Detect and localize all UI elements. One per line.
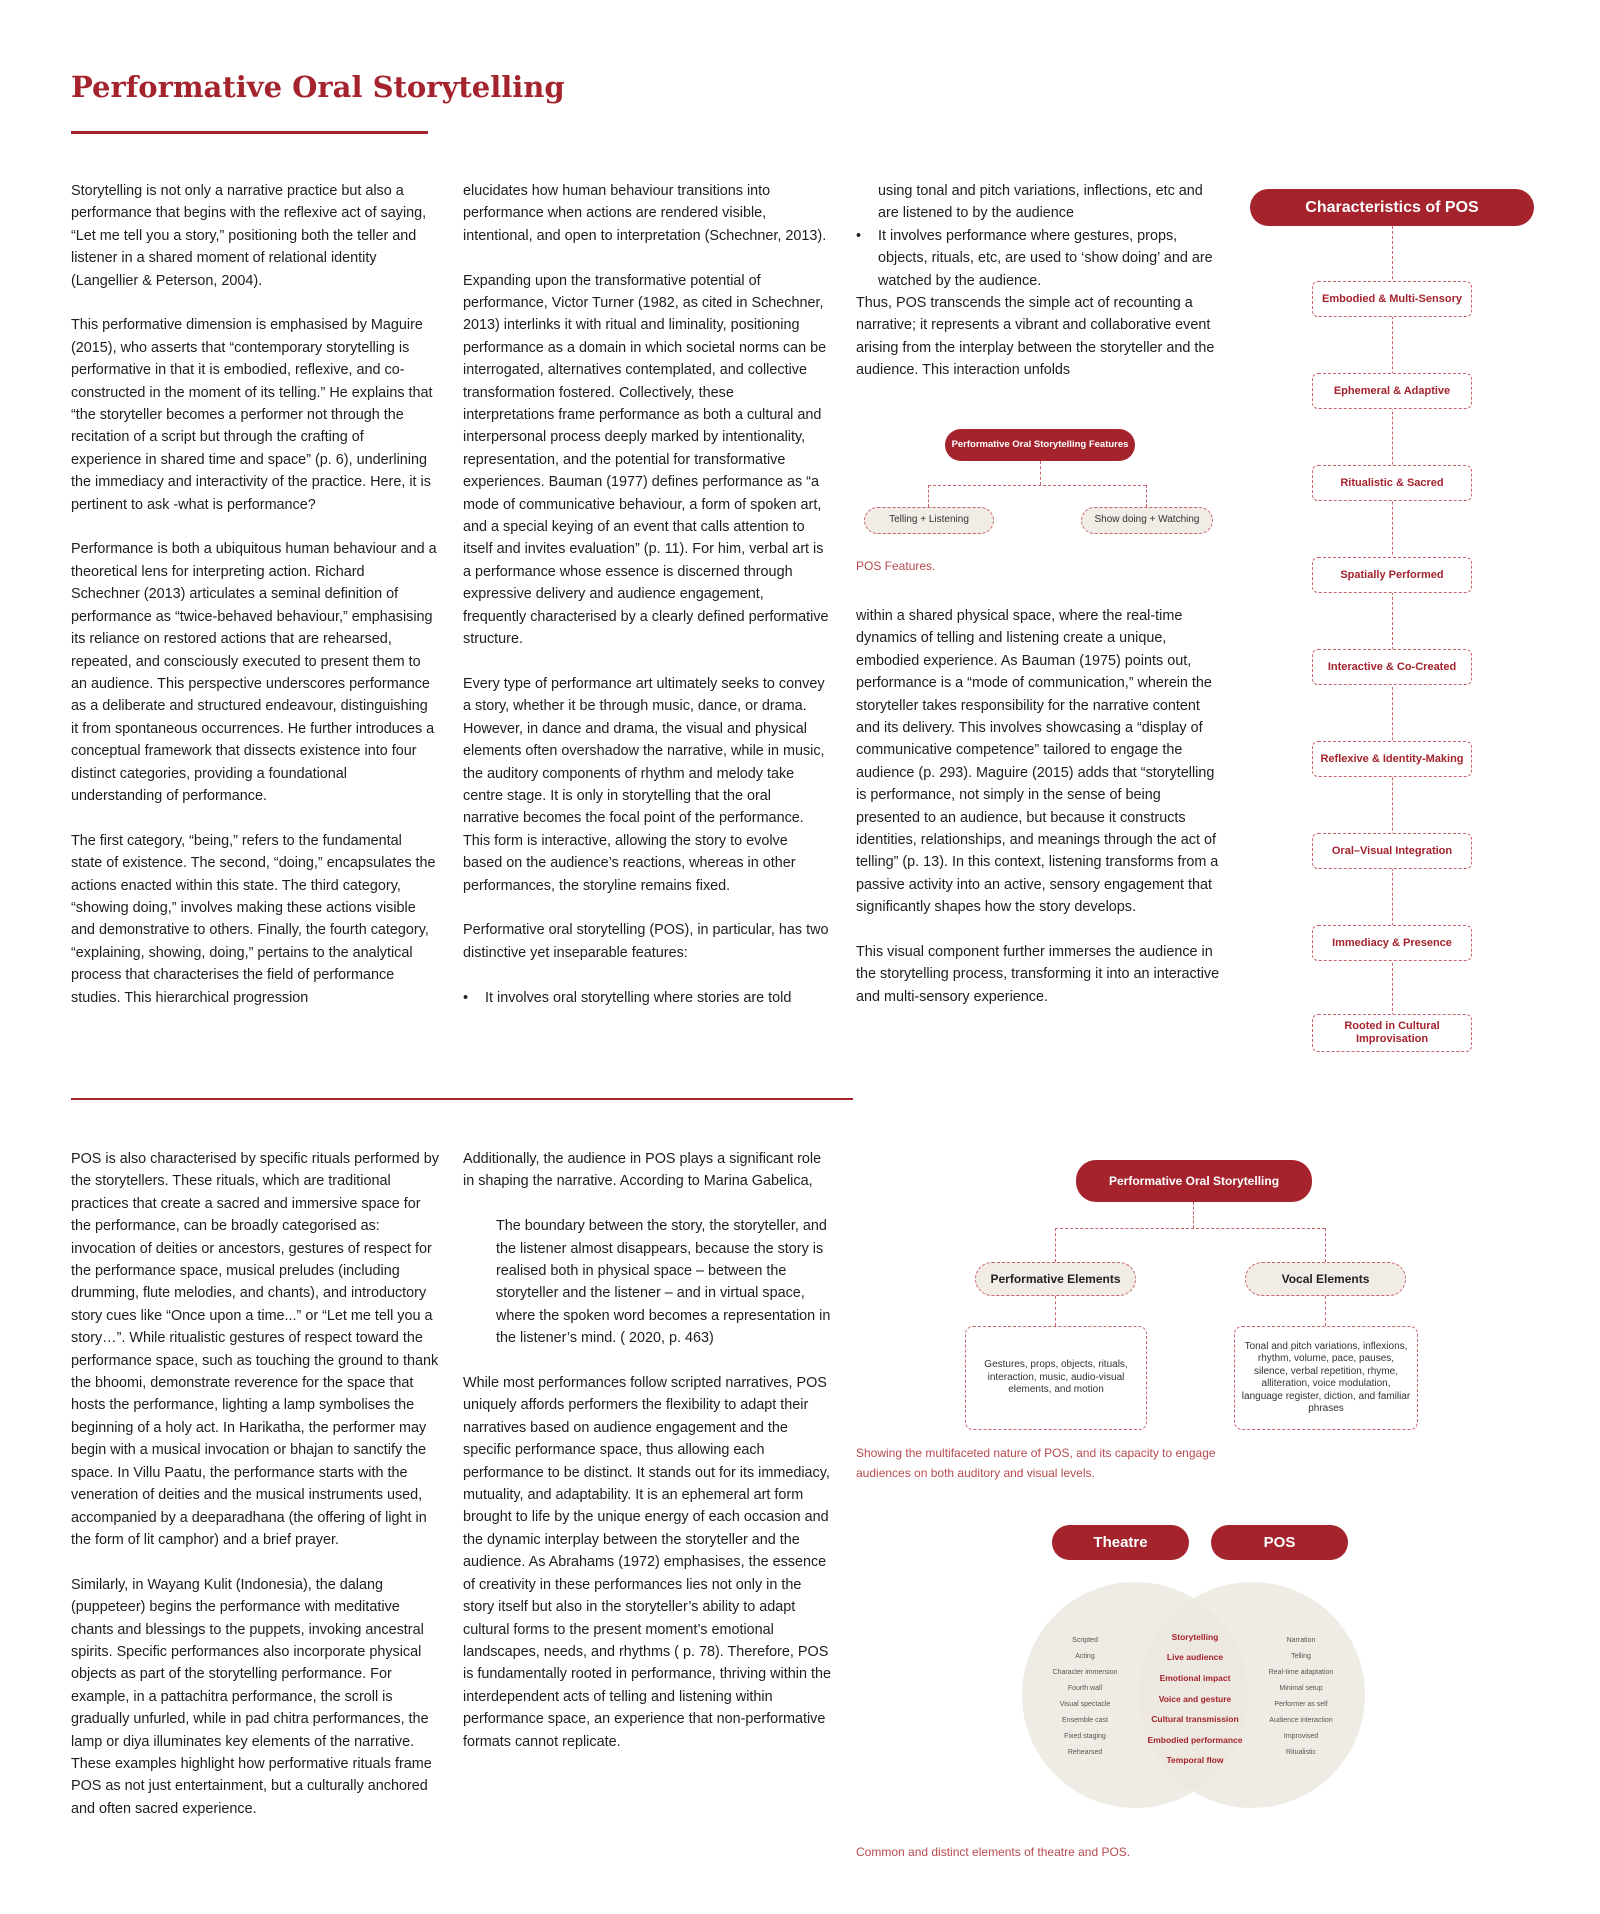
characteristic-item: Oral–Visual Integration — [1312, 833, 1472, 869]
features-left-node: Telling + Listening — [864, 507, 994, 534]
connector — [1325, 1296, 1326, 1326]
theatre-item: Visual spectacle — [1059, 1701, 1111, 1708]
connector — [1055, 1228, 1056, 1262]
connector — [1055, 1296, 1056, 1326]
paragraph: within a shared physical space, where the real-time dynamics of telling and listening create a unique, embodied experience. As Bauman (1975) points out, performance is a “mode of communication,” wherein the storyteller takes responsibility for the narrative content and its delivery. This involves showcasing a “display of communicative competence” tailored to engage the audience (p. 293). Maguire (2015) adds that “storytelling is performance, not simply in the sense of being presented to an audience, but because it constructs identities, relationships, and meanings through the act of telling” (p. 13). In this context, listening transforms from a passive activity into an active, sensory engagement that significantly shapes how the story develops. — [856, 608, 1219, 916]
connector — [1146, 485, 1147, 507]
venn-caption: Common and distinct elements of theatre and POS. — [856, 1845, 1131, 1859]
characteristic-item: Spatially Performed — [1312, 557, 1472, 593]
features-caption: POS Features. — [856, 559, 936, 573]
shared-item: Live audience — [1166, 1652, 1224, 1662]
text-column-3-top — [856, 180, 1224, 382]
pos-item: Telling — [1291, 1653, 1311, 1660]
connector — [1392, 226, 1393, 1046]
shared-item: Storytelling — [1171, 1632, 1219, 1642]
paragraph: POS is also characterised by specific rituals performed by the storytellers. These rituals, which are traditional practices that create a sacred and immersive space for the performance, can be broadly categorised as: invocation of deities or ancestors, gestures of respect for the performance space, musical preludes (including drumming, flute melodies, and chants), and introductory story cues like “Once upon a time...” or “Let me tell you a story…”. While ritualistic gestures of respect toward the performance space, such as touching the ground to thank the bhoomi, demonstrate reverence for the space that hosts the performance, lighting a lamp symbolises the beginning of a holy act. In Harikatha, the performer may begin with a musical invocation or bhajan to sanctify the space. In Villu Paatu, the performance starts with the veneration of deities and the musical instruments used, accompanied by a deeparadhana (the offering of light in the form of lit camphor) and a brief prayer. — [71, 1151, 439, 1548]
list-item: • It involves oral storytelling where stories are told — [463, 987, 829, 1009]
block-quote: The boundary between the story, the storyteller, and the listener almost disappears, because the story is realised both in physical space – between the storyteller and the listener – and in virtual space, where the spoken word becomes a representation in the listener’s mind. ( 2020, p. 463) — [496, 1218, 831, 1347]
list-item: • It involves performance where gestures, props, objects, rituals, etc, are used to ‘show doing’ and are watched by the audience. — [856, 225, 1224, 292]
paragraph: Every type of performance art ultimately seeks to convey a story, whether it be through music, dance, or drama. However, in dance and drama, the visual and physical elements often overshadow the narrative, while in music, the auditory components of rhythm and melody take centre stage. It is only in storytelling that the oral narrative becomes the focal point of the performance. This form is interactive, allowing the story to evolve based on the audience’s reactions, whereas in other performances, the storyline remains fixed. — [463, 675, 825, 894]
page-title: Performative Oral Storytelling — [71, 70, 565, 104]
connector — [1193, 1202, 1194, 1228]
paragraph: elucidates how human behaviour transitions into performance when actions are rendered visible, intentional, and open to interpretation (Schechner, 2013). — [463, 183, 827, 244]
connector — [928, 485, 929, 507]
shared-item: Voice and gesture — [1158, 1694, 1232, 1704]
connector — [1325, 1228, 1326, 1262]
section-divider — [71, 1098, 853, 1100]
performative-elements-desc: Gestures, props, objects, rituals, interaction, music, audio-visual elements, and motion — [965, 1326, 1147, 1430]
paragraph: Performative oral storytelling (POS), in particular, has two distinctive yet inseparable features: — [463, 922, 829, 961]
feature-list — [856, 225, 1224, 292]
paragraph: Storytelling is not only a narrative practice but also a performance that begins with the reflexive act of saying, “Let me tell you a story,” positioning both the teller and listener in a shared moment of relational identity (Langellier & Peterson, 2004). — [71, 183, 427, 289]
connector — [1040, 461, 1041, 485]
features-root-node: Performative Oral Storytelling Features — [945, 429, 1135, 461]
paragraph: While most performances follow scripted narratives, POS uniquely affords performers the flexibility to adapt their narratives based on audience engagement and the specific performance space, thus allowing each performance to be distinct. It stands out for its immediacy, mutuality, and adaptability. It is an ephemeral art form brought to life by the unique energy of each occasion and the dynamic interplay between the storyteller and the audience. As Abrahams (1972) emphasises, the essence of creativity in these performances lies not only in the story itself but also in the storyteller’s ability to adapt cultural forms to the present moment’s emotional landscapes, needs, and rhythms ( p. 78). Therefore, POS is fundamentally rooted in performance, thriving within the interdependent acts of telling and listening within performance space, an experience that non-performative formats cannot replicate. — [463, 1375, 831, 1750]
title-underline — [71, 131, 428, 134]
theatre-item: Fixed staging — [1064, 1733, 1106, 1740]
paragraph: Performance is both a ubiquitous human behaviour and a theoretical lens for interpreting action. Richard Schechner (2013) articulates a seminal definition of performance as “twice-behaved behaviour,” emphasising its reliance on restored actions that are rehearsed, repeated, and consciously executed to present them to an audience. This perspective underscores performance as a deliberate and structured endeavour, distinguishing it from spontaneous occurrences. He further introduces a conceptual framework that dissects existence into four distinct categories, providing a foundational understanding of performance. — [71, 541, 437, 804]
vocal-elements-desc: Tonal and pitch variations, inflexions, rhythm, volume, pace, pauses, silence, verbal repetition, rhyme, alliteration, voice modulation, language register, diction, and familiar phrases — [1234, 1326, 1418, 1430]
paragraph: Similarly, in Wayang Kulit (Indonesia), the dalang (puppeteer) begins the performance with meditative chants and blessings to the puppets, invoking ancestral spirits. Specific performances also incorporate physical objects as part of the storytelling performance. For example, in a pattachitra performance, the scroll is gradually unfurled, while in pad chitra performances, the lamp or diya illuminates key elements of the narrative. These examples highlight how performative rituals frame POS as not just entertainment, but a culturally anchored and often sacred experience. — [71, 1576, 432, 1817]
vocal-elements-node: Vocal Elements — [1245, 1262, 1406, 1296]
characteristic-item: Rooted in Cultural Improvisation — [1312, 1014, 1472, 1052]
feature-list — [463, 987, 829, 1009]
paragraph: Thus, POS transcends the simple act of recounting a narrative; it represents a vibrant and collaborative event arising from the interplay between the storyteller and the audience. This interaction unfolds — [856, 295, 1215, 379]
theatre-item: Fourth wall — [1067, 1685, 1103, 1692]
characteristic-item: Embodied & Multi-Sensory — [1312, 281, 1472, 317]
text-column-4 — [71, 1148, 441, 1820]
paragraph: This visual component further immerses the audience in the storytelling process, transforming it into an interactive and multi-sensory experience. — [856, 944, 1220, 1005]
theatre-item: Ensemble cast — [1062, 1717, 1108, 1724]
shared-item: Temporal flow — [1166, 1755, 1224, 1765]
paragraph: The first category, “being,” refers to the fundamental state of existence. The second, “doing,” encapsulates the actions enacted within this state. The third category, “showing doing,” involves making these actions visible and demonstrative to others. Finally, the fourth category, “explaining, showing, doing,” pertains to the analytical process that characterises the field of performance studies. This hierarchical progression — [71, 832, 436, 1006]
paragraph: Additionally, the audience in POS plays a significant role in shaping the narrative. According to Marina Gabelica, — [463, 1151, 822, 1190]
pos-item: Ritualistic — [1286, 1749, 1316, 1756]
elements-caption: Showing the multifaceted nature of POS, and its capacity to engage audiences on both auditory and visual levels. — [856, 1446, 1216, 1480]
paragraph: Expanding upon the transformative potential of performance, Victor Turner (1982, as cited in Schechner, 2013) interlinks it with ritual and liminality, positioning performance as a domain in which societal norms can be interrogated, alternatives contemplated, and collective transformation fostered. Collectively, these interpretations frame performance as both a cultural and interpersonal process deeply marked by intentionality, representation, and the potential for transformative experiences. Bauman (1977) defines performance as “a mode of communicative behaviour, a form of spoken art, and a special keying of an event that calls attention to itself and invites evaluation” (p. 11). For him, verbal art is a performance whose essence is discerned through expressive delivery and audience engagement, frequently characterised by a clearly defined performative structure. — [463, 272, 829, 648]
text-column-3-bottom — [856, 605, 1224, 1008]
characteristic-item: Interactive & Co-Created — [1312, 649, 1472, 685]
theatre-item: Character immersion — [1052, 1669, 1118, 1676]
theatre-item: Acting — [1075, 1653, 1095, 1660]
theatre-item: Rehearsed — [1067, 1749, 1103, 1756]
text-column-5 — [463, 1148, 833, 1753]
characteristic-item: Reflexive & Identity-Making — [1312, 741, 1472, 777]
shared-item: Emotional impact — [1159, 1673, 1231, 1683]
theatre-label: Theatre — [1052, 1525, 1189, 1560]
pos-item: Improvised — [1283, 1733, 1319, 1740]
pos-item: Real-time adaptation — [1268, 1669, 1334, 1676]
theatre-item: Scripted — [1072, 1637, 1098, 1644]
text-column-2 — [463, 180, 829, 1009]
characteristics-title: Characteristics of POS — [1250, 189, 1534, 226]
characteristic-item: Ephemeral & Adaptive — [1312, 373, 1472, 409]
features-right-node: Show doing + Watching — [1081, 507, 1213, 534]
pos-item: Performer as self — [1274, 1701, 1328, 1708]
shared-item: Embodied performance — [1147, 1735, 1243, 1745]
paragraph: This performative dimension is emphasised by Maguire (2015), who asserts that “contemporary storytelling is performative in that it is embodied, reflexive, and co-constructed in the moment of its telling.” He explains that “the storyteller becomes a performer not through the recitation of a script but through the crafting of experience in shared time and space” (p. 6), underlining the immediacy and interactivity of the practice. Here, it is pertinent to ask -what is performance? — [71, 317, 433, 513]
characteristic-item: Ritualistic & Sacred — [1312, 465, 1472, 501]
characteristic-item: Immediacy & Presence — [1312, 925, 1472, 961]
shared-item: Cultural transmission — [1151, 1714, 1239, 1724]
pos-label: POS — [1211, 1525, 1348, 1560]
pos-item: Audience interaction — [1269, 1717, 1333, 1724]
pos-item: Narration — [1286, 1637, 1316, 1644]
text-column-1 — [71, 180, 437, 1009]
connector — [928, 485, 1146, 486]
pos-item: Minimal setup — [1279, 1685, 1323, 1692]
connector — [1055, 1228, 1325, 1229]
performative-elements-node: Performative Elements — [975, 1262, 1136, 1296]
elements-root-node: Performative Oral Storytelling — [1076, 1160, 1312, 1202]
list-item-continued: using tonal and pitch variations, inflections, etc and are listened to by the audience — [878, 183, 1203, 222]
